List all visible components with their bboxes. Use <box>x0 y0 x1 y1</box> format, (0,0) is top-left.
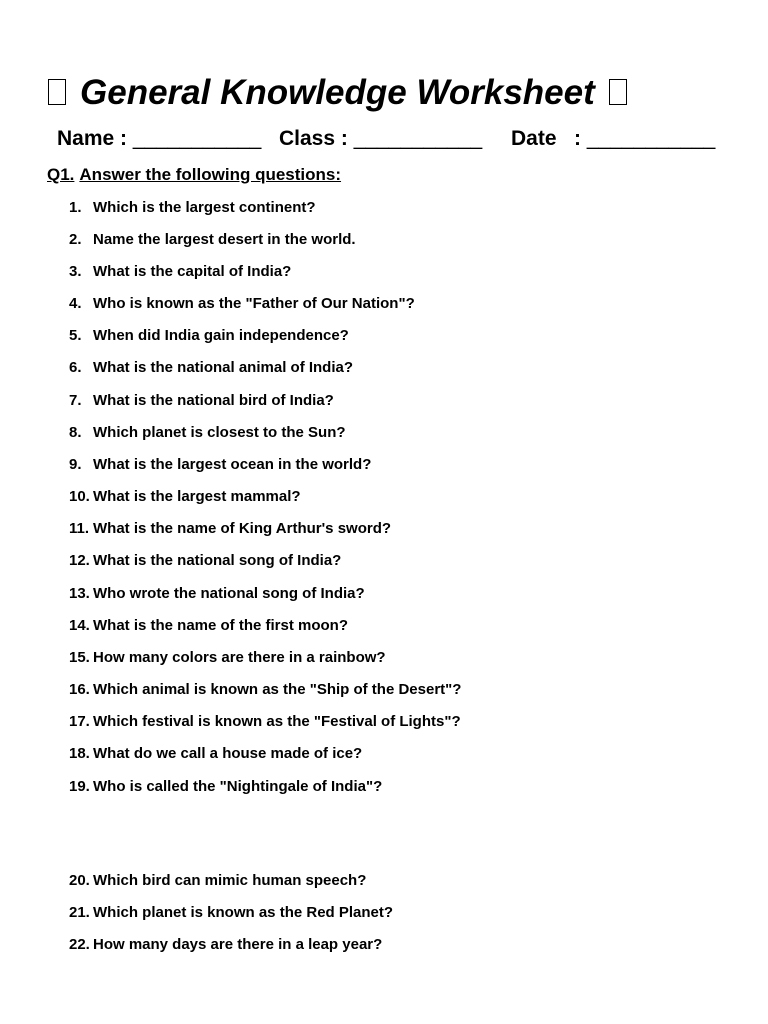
question-text: What is the capital of India? <box>93 263 292 280</box>
question-text: Who wrote the national song of India? <box>93 585 365 602</box>
question-number: 21. <box>69 904 90 921</box>
question-item <box>69 519 391 539</box>
question-item <box>69 487 301 507</box>
question-text: Which bird can mimic human speech? <box>93 872 367 889</box>
question-item <box>69 871 366 891</box>
section-instruction: Answer the following questions: <box>79 165 342 184</box>
question-number: 11. <box>69 520 90 537</box>
date-field <box>511 126 715 152</box>
question-item <box>69 262 291 282</box>
question-text: Who is known as the "Father of Our Nation"? <box>93 295 415 312</box>
question-item <box>69 935 382 955</box>
question-item <box>69 584 365 604</box>
question-item <box>69 423 346 443</box>
question-text: What is the national animal of India? <box>93 359 354 376</box>
question-text: What is the name of the first moon? <box>93 617 349 634</box>
question-number: 4. <box>69 295 82 312</box>
student-info-row <box>0 126 768 152</box>
question-text: Which festival is known as the "Festival of Lights"? <box>93 713 461 730</box>
question-number: 22. <box>69 936 90 953</box>
question-number: 1. <box>69 199 82 216</box>
question-number: 13. <box>69 585 90 602</box>
question-text: Which animal is known as the "Ship of the Desert"? <box>93 681 462 698</box>
question-number: 10. <box>69 488 90 505</box>
question-number: 8. <box>69 424 82 441</box>
name-label: Name : <box>57 127 128 150</box>
question-text: How many colors are there in a rainbow? <box>93 649 386 666</box>
question-number: 7. <box>69 392 82 409</box>
name-field <box>57 126 261 152</box>
question-item <box>69 198 316 218</box>
question-number: 20. <box>69 872 90 889</box>
question-number: 6. <box>69 359 82 376</box>
question-number: 5. <box>69 327 82 344</box>
date-blank: ___________ <box>586 127 716 150</box>
question-item <box>69 551 341 571</box>
question-number: 2. <box>69 231 82 248</box>
question-number: 17. <box>69 713 90 730</box>
question-number: 12. <box>69 552 90 569</box>
question-text: What is the largest mammal? <box>93 488 301 505</box>
section-heading <box>47 164 341 186</box>
question-number: 3. <box>69 263 82 280</box>
class-blank: ___________ <box>353 127 483 150</box>
question-text: Name the largest desert in the world. <box>93 231 356 248</box>
question-item <box>69 455 371 475</box>
question-text: What is the name of King Arthur's sword? <box>93 520 392 537</box>
class-field <box>279 126 482 152</box>
question-text: What is the national bird of India? <box>93 392 334 409</box>
question-number: 9. <box>69 456 82 473</box>
worksheet-title <box>48 72 627 114</box>
question-item <box>69 616 348 636</box>
worksheet-title-text: General Knowledge Worksheet <box>80 73 595 112</box>
question-item <box>69 648 386 668</box>
question-item <box>69 744 362 764</box>
question-number: 18. <box>69 745 90 762</box>
question-text: What do we call a house made of ice? <box>93 745 363 762</box>
question-item <box>69 326 349 346</box>
question-item <box>69 777 382 797</box>
question-item <box>69 903 393 923</box>
question-item <box>69 294 415 314</box>
question-number: 14. <box>69 617 90 634</box>
question-item <box>69 712 461 732</box>
date-label: Date : <box>511 127 582 150</box>
empty-box-icon <box>609 79 627 105</box>
question-text: Which planet is closest to the Sun? <box>93 424 346 441</box>
question-text: How many days are there in a leap year? <box>93 936 383 953</box>
question-text: When did India gain independence? <box>93 327 349 344</box>
question-text: What is the national song of India? <box>93 552 342 569</box>
question-text: What is the largest ocean in the world? <box>93 456 372 473</box>
question-text: Who is called the "Nightingale of India"? <box>93 778 383 795</box>
question-text: Which is the largest continent? <box>93 199 316 216</box>
question-number: 16. <box>69 681 90 698</box>
question-item <box>69 680 461 700</box>
question-text: Which planet is known as the Red Planet? <box>93 904 394 921</box>
question-item <box>69 230 356 250</box>
section-number: Q1. <box>47 165 75 184</box>
name-blank: ___________ <box>132 127 262 150</box>
empty-box-icon <box>48 79 66 105</box>
question-number: 15. <box>69 649 90 666</box>
question-number: 19. <box>69 778 90 795</box>
class-label: Class : <box>279 127 348 150</box>
question-item <box>69 358 353 378</box>
question-item <box>69 391 334 411</box>
